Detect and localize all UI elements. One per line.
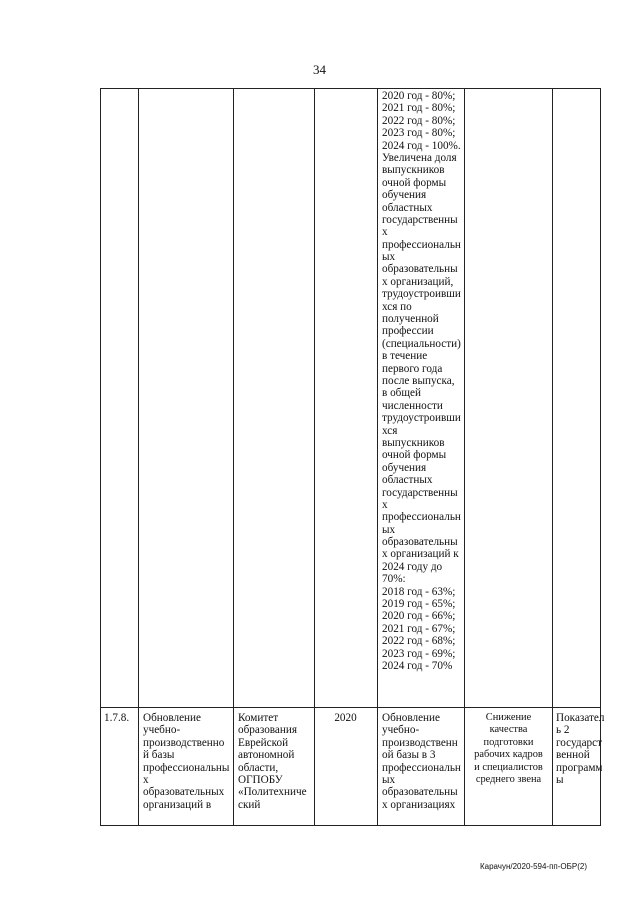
link-line: ы: [556, 773, 564, 786]
executor-cell: [238, 712, 307, 811]
row-divider: [100, 707, 601, 708]
indicator-line: (специальности): [382, 337, 461, 350]
measure-line: профессиональны: [143, 761, 230, 774]
indicator-line: 70%:: [382, 573, 406, 586]
column-border: [377, 88, 378, 826]
link-line: программ: [556, 761, 603, 774]
indicator-line: 2024 год - 100%.: [382, 139, 461, 152]
indicator-line: х организаций к: [382, 548, 459, 561]
indicator-line: ых: [382, 251, 396, 264]
indicator-line: 2019 год - 65%;: [382, 598, 456, 611]
executor-line: области,: [238, 761, 279, 774]
indicator-line: хся: [382, 424, 398, 437]
indicator-line: полученной: [382, 313, 439, 326]
measure-cell: [143, 712, 229, 811]
indicator-line: численности: [382, 399, 443, 412]
indicator-line: х: [382, 498, 388, 511]
indicator-line: в общей: [382, 387, 421, 400]
indicator-line: образовательны: [382, 536, 458, 549]
indicator-line: в течение: [382, 350, 428, 363]
indicator-line: 2024 году до: [382, 560, 443, 573]
measure-line: организаций в: [143, 798, 212, 811]
indicator-line: Увеличена доля: [382, 151, 457, 164]
link-line: ь 2: [556, 724, 570, 737]
indicator-line: трудоустроивши: [382, 288, 461, 301]
column-border: [552, 88, 553, 826]
indicator-line: государственны: [382, 213, 458, 226]
indicator-line: первого года: [382, 362, 443, 375]
indicator-line: 2020 год - 80%;: [382, 90, 456, 102]
consequence-line: качества: [489, 724, 528, 736]
column-border: [138, 88, 139, 826]
indicator-line: образовательны: [382, 786, 458, 799]
consequence-line: Снижение: [485, 712, 532, 723]
document-code: Карачун/2020-594-пп-ОБР(2): [479, 862, 587, 871]
continuation-indicator-cell: [382, 90, 461, 672]
executor-line: ОГПОБУ: [238, 773, 283, 786]
year-cell: 2020: [334, 712, 357, 724]
executor-line: «Политехниче: [238, 786, 307, 799]
indicator-line: 2024 год - 70%: [382, 659, 453, 672]
indicator-line: выпускников: [382, 164, 445, 177]
indicator-line: обучения: [382, 461, 427, 474]
measure-line: образовательных: [143, 786, 225, 799]
consequence-cell: [466, 712, 551, 786]
measure-line: й базы: [143, 749, 175, 762]
indicator-line: 2023 год - 69%;: [382, 647, 456, 660]
consequence-line: рабочих кадров: [474, 749, 543, 761]
measure-line: х: [143, 773, 149, 786]
indicator-line: областных: [382, 474, 433, 487]
column-border: [100, 88, 101, 826]
indicator-line: 2023 год - 80%;: [382, 127, 456, 140]
indicator-line: х: [382, 226, 388, 239]
indicator-line: профессиональн: [382, 238, 461, 251]
measure-line: производственно: [143, 736, 225, 749]
link-line: Показател: [556, 712, 605, 724]
indicator-line: хся по: [382, 300, 412, 313]
indicator-line: государственны: [382, 486, 458, 499]
indicator-line: ых: [382, 773, 396, 786]
indicator-line: 2020 год - 66%;: [382, 610, 456, 623]
measure-line: учебно-: [143, 724, 181, 737]
row-number: 1.7.8.: [104, 712, 130, 724]
indicator-line: х организаций,: [382, 275, 454, 288]
indicator-line: выпускников: [382, 436, 445, 449]
column-border: [464, 88, 465, 826]
indicator-line: после выпуска,: [382, 374, 455, 387]
indicator-line: профессии: [382, 325, 434, 338]
measure-line: Обновление: [143, 712, 201, 724]
executor-line: автономной: [238, 749, 295, 762]
link-cell: [556, 712, 604, 786]
link-line: государст: [556, 736, 602, 749]
executor-line: образования: [238, 724, 298, 737]
indicator-line: очной формы: [382, 176, 447, 189]
consequence-line: и специалистов: [474, 761, 543, 773]
table-top-border: [100, 88, 601, 89]
executor-line: Еврейской: [238, 736, 289, 749]
indicator-line: Обновление: [382, 712, 440, 724]
indicator-line: ой базы в 3: [382, 749, 436, 762]
indicator-line: очной формы: [382, 449, 447, 462]
executor-line: ский: [238, 798, 261, 811]
consequence-line: подготовки: [483, 736, 534, 748]
link-line: венной: [556, 749, 590, 762]
indicator-line: учебно-: [382, 724, 420, 737]
indicator-line: обучения: [382, 189, 427, 202]
indicator-line: профессиональн: [382, 511, 461, 524]
indicator-line: 2022 год - 68%;: [382, 635, 456, 648]
indicator-line: ых: [382, 523, 396, 536]
indicator-line: 2021 год - 67%;: [382, 622, 456, 635]
consequence-line: среднего звена: [475, 773, 542, 785]
executor-line: Комитет: [238, 712, 279, 724]
indicator-line: образовательны: [382, 263, 458, 276]
indicator-line: 2021 год - 80%;: [382, 102, 456, 115]
column-border: [233, 88, 234, 826]
indicator-cell: [382, 712, 461, 811]
indicator-line: профессиональн: [382, 761, 461, 774]
indicator-line: производственн: [382, 736, 458, 749]
indicator-line: 2018 год - 63%;: [382, 585, 456, 598]
indicator-line: трудоустроивши: [382, 412, 461, 425]
indicator-line: областных: [382, 201, 433, 214]
indicator-line: х организациях: [382, 798, 456, 811]
table-bottom-border: [100, 825, 601, 826]
indicator-line: 2022 год - 80%;: [382, 114, 456, 127]
page-number: 34: [313, 62, 326, 77]
